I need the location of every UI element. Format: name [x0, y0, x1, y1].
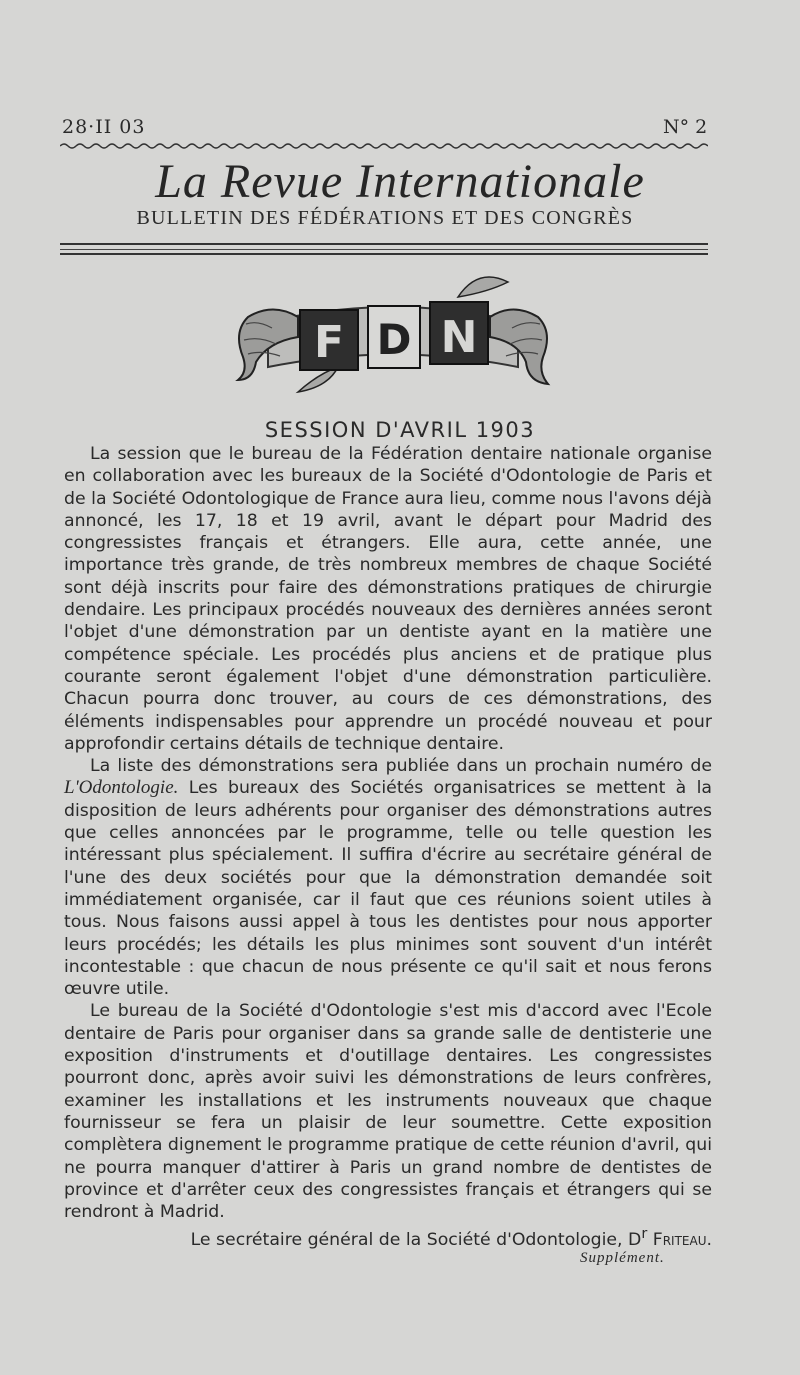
header-rule — [60, 243, 708, 245]
paragraph-2-start: La liste des démonstrations sera publiée dans un prochain numéro de — [90, 756, 712, 777]
logo-letter-f: F — [313, 317, 345, 368]
paragraph-2 — [64, 755, 712, 1000]
signature-sup: r — [641, 1226, 648, 1243]
signature — [64, 1223, 712, 1251]
logo-letter-n: N — [440, 312, 478, 363]
header-rule — [60, 253, 708, 255]
header-rule — [60, 249, 708, 250]
signature-text: Le secrétaire général de la Société d'Odontologie, D — [190, 1230, 642, 1251]
journal-reference: L'Odontologie. — [64, 777, 179, 799]
logo-letter-d: D — [376, 315, 412, 364]
article-body — [64, 443, 712, 1251]
paragraph-1: La session que le bureau de la Fédération dentaire nationale organise en collaboration avec les bureaux de la Société d'Odontologie de Paris et de la Société Odontologique de France aura lieu, comme nous l'avons déjà annoncé, les 17, 18 et 19 avril, avant le départ pour Madrid des congressistes français et étrangers. Elle aura, cette année, une importance très grande, de très nombreux membres de chaque Société sont déjà inscrits pour faire des démonstrations pratiques de chirurgie dendaire. Les principaux procédés nouveaux des dernières années seront l'objet d'une démonstration par un dentiste ayant en la matière une compétence spéciale. Les procédés plus anciens et de pratique plus courante seront également l'objet d'une démonstration particulière. Chacun pourra donc trouver, au cours de ces démonstrations, des éléments indispensables pour apprendre un procédé nouveau et pour approfondir certains détails de technique dentaire. — [64, 444, 712, 754]
signature-name: Friteau. — [652, 1230, 712, 1251]
wavy-rule — [60, 140, 708, 150]
fdn-logo-emblem — [228, 262, 558, 402]
paragraph-2-rest: Les bureaux des Sociétés organisatrices se mettent à la disposition de leurs adhérents pour organiser des démonstrations autres que celles annoncées par le programme, telle ou telle question les intéressant plus spécialement. Il suffira d'écrire au secrétaire général de l'une des deux sociétés pour que la démonstration demandée soit immédiatement organisée, car il faut que ces réunions soient utiles à tous. Nous faisons aussi appel à tous les dentistes pour nous apporter leurs procédés; les détails les plus minimes sont souvent d'un intérêt incontestable : que chacun de nous présente ce qu'il sait et nous ferons œuvre utile. — [64, 778, 712, 1000]
journal-title: La Revue Internationale — [155, 155, 645, 208]
paragraph-3: Le bureau de la Société d'Odontologie s'est mis d'accord avec l'Ecole dentaire de Paris pour organiser dans sa grande salle de dentisterie une exposition d'instruments et d'outillage dentaires. Les congressistes pourront donc, après avoir suivi les démonstrations de leurs confrères, examiner les installations et les instruments nouveaux que chaque fournisseur se fera un plaisir de leur soumettre. Cette exposition complètera dignement le programme pratique de cette réunion d'avril, qui ne pourra manquer d'attirer à Paris un grand nombre de dentistes de province et d'arrêter ceux des congressistes français et étrangers qui se rendront à Madrid. — [64, 1001, 712, 1223]
issue-number: N° 2 — [663, 116, 708, 138]
issue-date: 28·II 03 — [62, 116, 146, 138]
article-heading: SESSION D'AVRIL 1903 — [264, 418, 536, 442]
catchword: Supplément. — [580, 1250, 665, 1266]
journal-subtitle: BULLETIN DES FÉDÉRATIONS ET DES CONGRÈS — [136, 207, 634, 229]
